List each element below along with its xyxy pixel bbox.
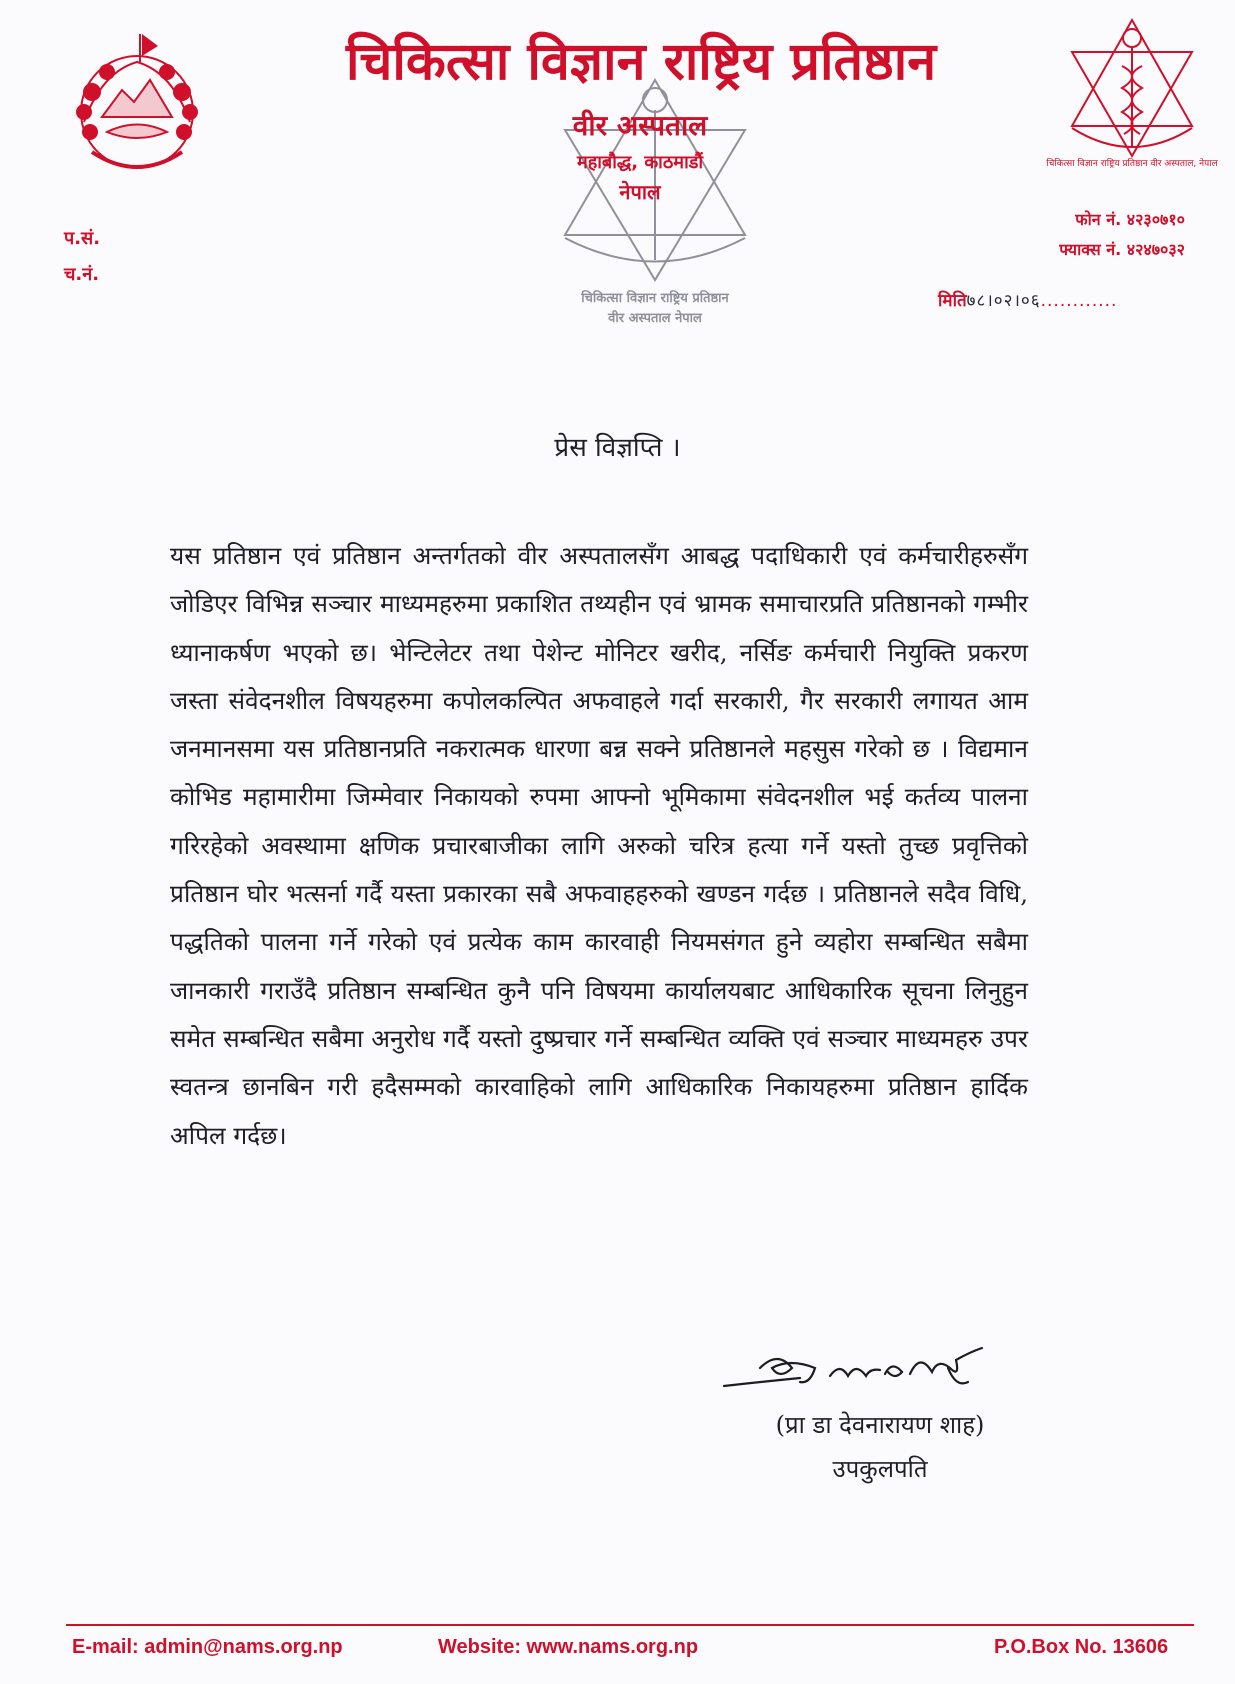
footer-email[interactable]: E-mail: admin@nams.org.np	[72, 1636, 343, 1658]
nams-logo-emblem	[1046, 16, 1218, 191]
date-dots: ............	[1040, 291, 1118, 311]
press-release-body: यस प्रतिष्ठान एवं प्रतिष्ठान अन्तर्गतको वीर अस्पतालसँग आबद्ध पदाधिकारी एवं कर्मचारीहरुसँग जोडिएर विभिन्न सञ्चार माध्यमहरुमा प्रकाशित तथ्यहीन एवं भ्रामक समाचारप्रति प्रतिष्ठानको गम्भीर ध्यानाकर्षण भएको छ। भेन्टिलेटर तथा पेशेन्ट मोनिटर खरीद, नर्सिङ कर्मचारी नियुक्ति प्रकरण जस्ता संवेदनशील विषयहरुमा कपोलकल्पित अफवाहले गर्दा सरकारी, गैर सरकारी लगायत आम जनमानसमा यस प्रतिष्ठानप्रति नकरात्मक धारणा बन्न सक्ने प्रतिष्ठानले महसुस गरेको छ । विद्यमान कोभिड महामारीमा जिम्मेवार निकायको रुपमा आफ्नो भूमिकामा संवेदनशील भई कर्तव्य पालना गरिरहेको अवस्थामा क्षणिक प्रचारबाजीका लागि अरुको चरित्र हत्या गर्ने यस्तो तुच्छ प्रवृत्तिको प्रतिष्ठान घोर भत्सर्ना गर्दै यस्ता प्रकारका सबै अफवाहहरुको खण्डन गर्दछ । प्रतिष्ठानले सदैव विधि, पद्धतिको पालना गर्ने गरेको एवं प्रत्येक काम कारवाही नियमसंगत हुने व्यहोरा सम्बन्धित सबैमा जानकारी गराउँदै प्रतिष्ठान सम्बन्धित कुनै पनि विषयमा कार्यालयबाट आधिकारिक सूचना लिनुहुन समेत सम्बन्धित सबैमा अनुरोध गर्दै यस्तो दुष्प्रचार गर्ने सम्बन्धित व्यक्ति एवं सञ्चार माध्यमहरु उपर स्वतन्त्र छानबिन गरी हदैसम्मको कारवाहिको लागि आधिकारिक निकायहरुमा प्रतिष्ठान हार्दिक अपिल गर्दछ।	[170, 541, 1028, 1150]
stamp-line-2: वीर अस्पताल नेपाल	[608, 311, 702, 326]
hospital-country: नेपाल	[619, 180, 661, 204]
signatory-name: (प्रा डा देवनारायण शाह)	[775, 1411, 985, 1439]
nepal-coat-of-arms-emblem	[62, 32, 212, 182]
institution-title: चिकित्सा विज्ञान राष्ट्रिय प्रतिष्ठान	[345, 32, 937, 92]
stamp-line-1: चिकित्सा विज्ञान राष्ट्रिय प्रतिष्ठान	[581, 291, 729, 306]
signatory-designation: उपकुलपति	[832, 1455, 928, 1483]
date-value: ७८।०२।०६	[966, 291, 1041, 311]
nams-logo-text: चिकित्सा विज्ञान राष्ट्रिय प्रतिष्ठान वीर अस्पताल, नेपाल	[1046, 159, 1218, 169]
handwritten-signature	[720, 1338, 1040, 1398]
letter-date	[938, 288, 1117, 311]
footer-website[interactable]: Website: www.nams.org.np	[438, 1636, 699, 1658]
phone-number: फोन नं. ४२३०७१०	[1075, 210, 1185, 229]
hospital-name: वीर अस्पताल	[572, 109, 708, 142]
footer-pobox: P.O.Box No. 13606	[994, 1636, 1169, 1658]
date-label: मिति	[938, 291, 967, 311]
fax-number: फ्याक्स नं. ४२४७०३२	[1059, 240, 1185, 259]
chalani-number-label: च.नं.	[64, 264, 100, 285]
footer-divider	[66, 1624, 1194, 1626]
patra-sankhya-label: प.सं.	[64, 228, 101, 249]
press-release-heading: प्रेस विज्ञप्ति ।	[554, 433, 681, 463]
hospital-address: महाबौद्ध, काठमाडौं	[576, 152, 704, 173]
